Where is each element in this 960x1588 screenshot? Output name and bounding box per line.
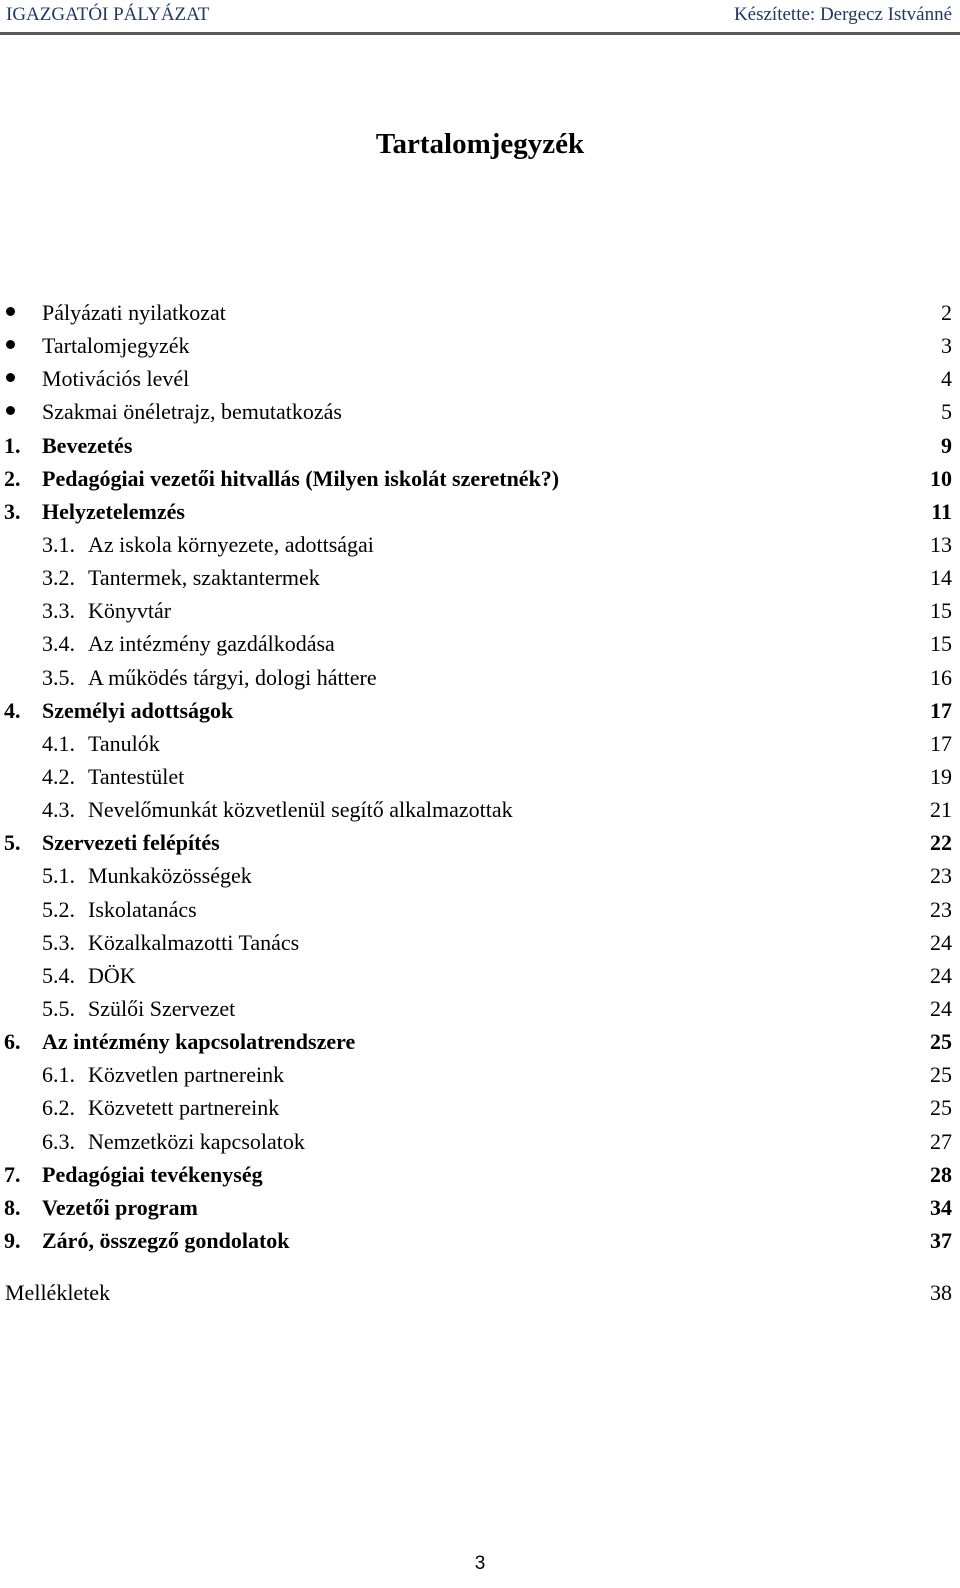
- toc-entry-label: Iskolatanács: [88, 896, 197, 922]
- toc-entry-page: 25: [930, 1095, 952, 1121]
- toc-entry[interactable]: [0, 332, 960, 365]
- toc-entry-page: 25: [930, 1029, 952, 1055]
- toc-entry[interactable]: [0, 564, 960, 597]
- toc-list: [0, 299, 960, 1260]
- toc-entry-label: Szervezeti felépítés: [42, 830, 220, 856]
- bullet-icon: [6, 406, 15, 415]
- toc-entry[interactable]: [0, 630, 960, 663]
- bullet-icon: [6, 373, 15, 382]
- toc-entry-page: 9: [941, 432, 952, 458]
- header-title: IGAZGATÓI PÁLYÁZAT: [6, 4, 210, 25]
- toc-entry-label: Tartalomjegyzék: [42, 333, 190, 359]
- toc-heading: Tartalomjegyzék: [375, 128, 585, 160]
- toc-entry-page: 24: [930, 995, 952, 1021]
- toc-entry-label: Tantermek, szaktantermek: [88, 565, 320, 591]
- toc-entry-number: 5.4.: [42, 962, 75, 988]
- toc-entry-page: 23: [930, 896, 952, 922]
- toc-entry-page: 17: [930, 697, 952, 723]
- toc-entry[interactable]: [0, 796, 960, 829]
- toc-entry-label: Záró, összegző gondolatok: [42, 1227, 290, 1253]
- toc-entry-label: Szakmai önéletrajz, bemutatkozás: [42, 399, 342, 425]
- toc-entry[interactable]: [0, 1028, 960, 1061]
- toc-entry[interactable]: [0, 1128, 960, 1161]
- toc-entry-label: Személyi adottságok: [42, 697, 234, 723]
- toc-entry[interactable]: [0, 1061, 960, 1094]
- toc-entry-number: 9.: [4, 1227, 21, 1253]
- toc-entry-number: 6.: [4, 1029, 21, 1055]
- toc-entry-number: 3.4.: [42, 631, 75, 657]
- toc-entry-page: 38: [930, 1280, 952, 1305]
- toc-entry-label: Közvetlen partnereink: [88, 1062, 285, 1088]
- toc-entry-number: 3.3.: [42, 598, 75, 624]
- toc-entry-number: 5.3.: [42, 929, 75, 955]
- toc-entry-label: Tanulók: [88, 730, 160, 756]
- page-header: [0, 0, 960, 30]
- toc-entry-label: Az intézmény gazdálkodása: [88, 631, 335, 657]
- toc-entry-page: 34: [930, 1194, 952, 1220]
- toc-entry-label: Szülői Szervezet: [88, 995, 236, 1021]
- toc-entry[interactable]: [0, 432, 960, 465]
- toc-entry[interactable]: [0, 896, 960, 929]
- toc-entry[interactable]: [0, 929, 960, 962]
- page-number: 3: [474, 1553, 486, 1574]
- toc-entry[interactable]: [0, 664, 960, 697]
- toc-entry-label: Közvetett partnereink: [88, 1095, 280, 1121]
- toc-entry-number: 2.: [4, 465, 21, 491]
- toc-entry-page: 19: [930, 763, 952, 789]
- toc-entry-page: 23: [930, 863, 952, 889]
- toc-entry-label: Tantestület: [88, 763, 185, 789]
- toc-entry[interactable]: [0, 962, 960, 995]
- toc-entry-number: 4.2.: [42, 763, 75, 789]
- toc-entry-label: Nevelőmunkát közvetlenül segítő alkalmazottak: [88, 797, 513, 823]
- toc-entry-page: 28: [930, 1161, 952, 1187]
- header-divider: [0, 32, 960, 35]
- toc-entry-number: 7.: [4, 1161, 21, 1187]
- toc-entry-page: 15: [930, 631, 952, 657]
- toc-entry-number: 6.1.: [42, 1062, 75, 1088]
- toc-entry-page: 15: [930, 598, 952, 624]
- toc-entry-page: 24: [930, 929, 952, 955]
- toc-entry-page: 27: [930, 1128, 952, 1154]
- toc-entry-number: 5.: [4, 830, 21, 856]
- toc-entry-label: Közalkalmazotti Tanács: [88, 929, 300, 955]
- toc-entry-annex[interactable]: [0, 1279, 960, 1309]
- toc-entry-label: Helyzetelemzés: [42, 498, 185, 524]
- toc-entry-number: 1.: [4, 432, 21, 458]
- toc-entry-number: 8.: [4, 1194, 21, 1220]
- toc-entry[interactable]: [0, 299, 960, 332]
- toc-entry[interactable]: [0, 465, 960, 498]
- toc-entry-page: 10: [930, 465, 952, 491]
- toc-entry-page: 24: [930, 962, 952, 988]
- toc-entry-label: Pedagógiai vezetői hitvallás (Milyen iskolát szeretnék?): [42, 465, 560, 491]
- toc-entry-page: 16: [930, 664, 952, 690]
- toc-entry-number: 3.2.: [42, 565, 75, 591]
- toc-entry-label: Pályázati nyilatkozat: [42, 300, 226, 325]
- toc-entry-number: 3.5.: [42, 664, 75, 690]
- toc-entry-page: 14: [930, 565, 952, 591]
- toc-entry-page: 2: [941, 300, 952, 325]
- toc-entry[interactable]: [0, 398, 960, 431]
- toc-entry-label: A működés tárgyi, dologi háttere: [88, 664, 377, 690]
- toc-entry[interactable]: [0, 862, 960, 895]
- toc-entry[interactable]: [0, 1194, 960, 1227]
- toc-entry[interactable]: [0, 498, 960, 531]
- toc-entry-number: 4.3.: [42, 797, 75, 823]
- toc-entry-number: 4.: [4, 697, 21, 723]
- toc-entry-number: 5.2.: [42, 896, 75, 922]
- toc-entry-label: Motivációs levél: [42, 366, 190, 392]
- toc-entry-label: Könyvtár: [88, 598, 172, 624]
- toc-entry-page: 17: [930, 730, 952, 756]
- toc-entry-page: 25: [930, 1062, 952, 1088]
- toc-entry[interactable]: [0, 730, 960, 763]
- toc-entry[interactable]: [0, 1094, 960, 1127]
- toc-entry-page: 37: [930, 1227, 952, 1253]
- toc-entry-page: 4: [941, 366, 952, 392]
- toc-entry-label: Pedagógiai tevékenység: [42, 1161, 263, 1187]
- toc-entry[interactable]: [0, 995, 960, 1028]
- toc-entry-number: 5.1.: [42, 863, 75, 889]
- toc-entry-label: Bevezetés: [42, 432, 133, 458]
- toc-entry-label: Az intézmény kapcsolatrendszere: [42, 1029, 356, 1055]
- bullet-icon: [6, 340, 15, 349]
- toc-entry-label: Munkaközösségek: [88, 863, 252, 889]
- toc-entry-number: 5.5.: [42, 995, 75, 1021]
- toc-entry-number: 3.: [4, 498, 21, 524]
- toc-entry[interactable]: [0, 1161, 960, 1194]
- toc-entry-label: Nemzetközi kapcsolatok: [88, 1128, 305, 1154]
- toc-entry-page: 13: [930, 531, 952, 557]
- toc-entry-page: 5: [941, 399, 952, 425]
- toc-entry-number: 6.2.: [42, 1095, 75, 1121]
- toc-entry[interactable]: [0, 829, 960, 862]
- toc-entry[interactable]: [0, 1227, 960, 1260]
- toc-entry[interactable]: [0, 697, 960, 730]
- bullet-icon: [6, 307, 15, 316]
- toc-entry-number: 6.3.: [42, 1128, 75, 1154]
- toc-entry-number: 3.1.: [42, 531, 75, 557]
- toc-entry-page: 3: [941, 333, 952, 359]
- header-author: Készítette: Dergecz Istvánné: [733, 4, 952, 25]
- toc-entry-page: 11: [931, 498, 952, 524]
- toc-entry[interactable]: [0, 597, 960, 630]
- toc-entry-page: 22: [930, 830, 952, 856]
- toc-entry[interactable]: [0, 365, 960, 398]
- toc-entry[interactable]: [0, 763, 960, 796]
- toc-entry-page: 21: [930, 797, 952, 823]
- toc-entry-label: DÖK: [88, 962, 136, 988]
- toc-entry-label: Mellékletek: [5, 1280, 111, 1305]
- toc-entry-label: Vezetői program: [42, 1194, 198, 1220]
- toc-entry-label: Az iskola környezete, adottságai: [88, 531, 374, 557]
- toc-entry-number: 4.1.: [42, 730, 75, 756]
- toc-entry[interactable]: [0, 531, 960, 564]
